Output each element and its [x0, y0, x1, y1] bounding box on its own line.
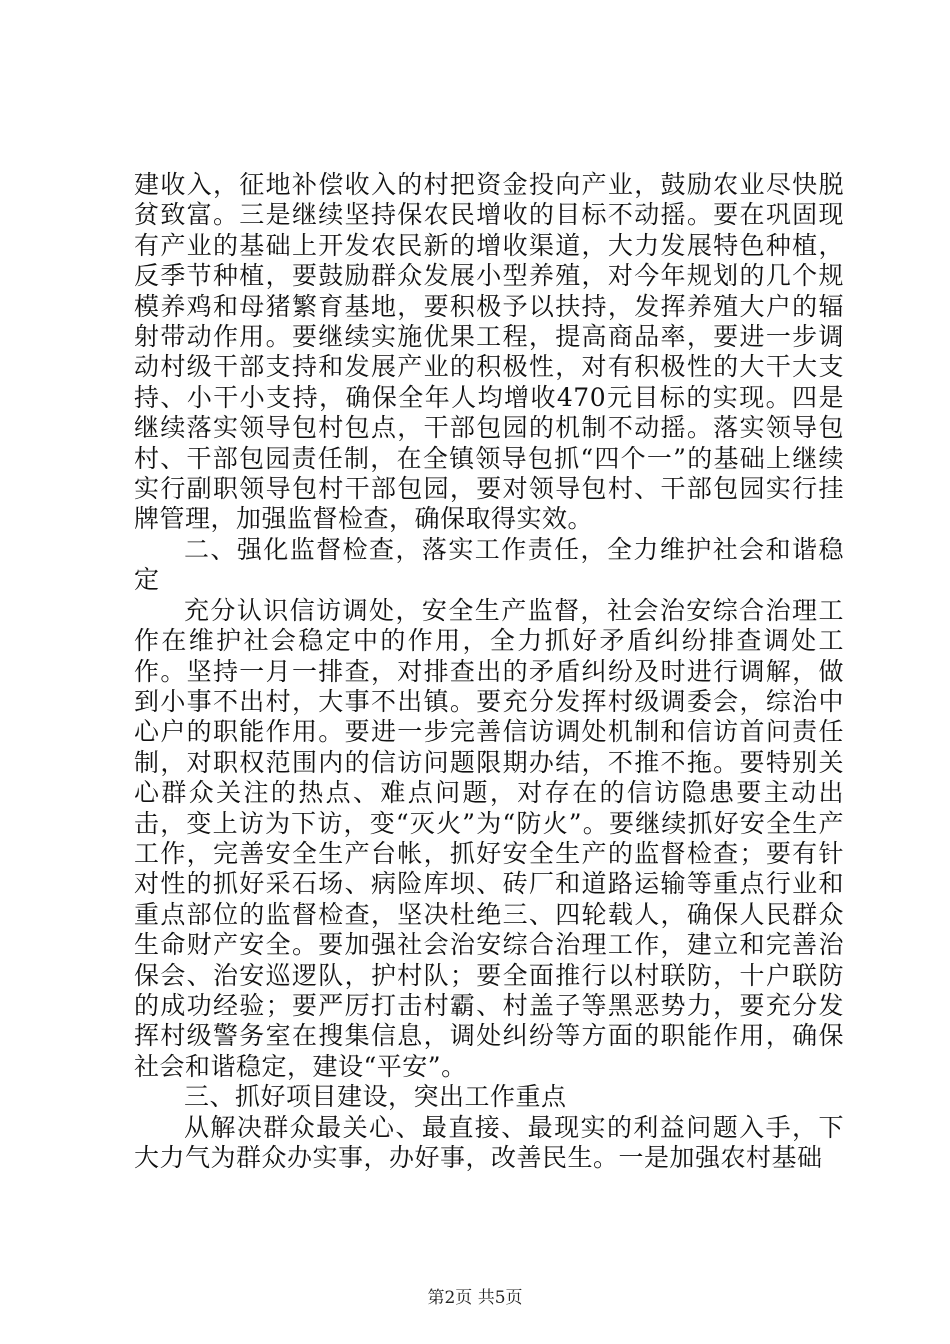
page-footer: 第2页 共5页: [427, 1288, 523, 1308]
section-heading-3: 三、抓好项目建设，突出工作重点: [184, 1082, 567, 1112]
body-paragraph-3: 从解决群众最关心、最直接、最现实的利益问题入手，下大力气为群众办实事，办好事，改善民生。一是加强农村基础: [134, 1112, 844, 1172]
document-body: [134, 170, 844, 1173]
body-paragraph-2: 充分认识信访调处，安全生产监督，社会治安综合治理工作在维护社会稳定中的作用，全力抓好矛盾纠纷排查调处工作。坚持一月一排查，对排查出的矛盾纠纷及时进行调解，做到小事不出村，大事不出镇。要充分发挥村级调委会，综治中心户的职能作用。要进一步完善信访调处机制和信访首问责任制，对职权范围内的信访问题限期办结，不推不拖。要特别关心群众关注的热点、难点问题，对存在的信访隐患要主动出击，变上访为下访，变“灭火”为“防火”。要继续抓好安全生产工作，完善安全生产台帐，抓好安全生产的监督检查；要有针对性的抓好采石场、病险库坝、砖厂和道路运输等重点行业和重点部位的监督检查，坚决杜绝三、四轮载人，确保人民群众生命财产安全。要加强社会治安综合治理工作，建立和完善治保会、治安巡逻队，护村队；要全面推行以村联防，十户联防的成功经验；要严厉打击村霸、村盖子等黑恶势力，要充分发挥村级警务室在搜集信息，调处纠纷等方面的职能作用，确保社会和谐稳定，建设“平安”。: [134, 595, 844, 1081]
body-paragraph-1: 建收入，征地补偿收入的村把资金投向产业，鼓励农业尽快脱贫致富。三是继续坚持保农民增收的目标不动摇。要在巩固现有产业的基础上开发农民新的增收渠道，大力发展特色种植，反季节种植，要鼓励群众发展小型养殖，对今年规划的几个规模养鸡和母猪繁育基地，要积极予以扶持，发挥养殖大户的辐射带动作用。要继续实施优果工程，提高商品率，要进一步调动村级干部支持和发展产业的积极性，对有积极性的大干大支持、小干小支持，确保全年人均增收470元目标的实现。四是继续落实领导包村包点，干部包园的机制不动摇。落实领导包村、干部包园责任制，在全镇领导包抓“四个一”的基础上继续实行副职领导包村干部包园，要对领导包村、干部包园实行挂牌管理，加强监督检查，确保取得实效。: [134, 170, 844, 534]
section-heading-2: 二、强化监督检查，落实工作责任，全力维护社会和谐稳定: [134, 534, 844, 595]
